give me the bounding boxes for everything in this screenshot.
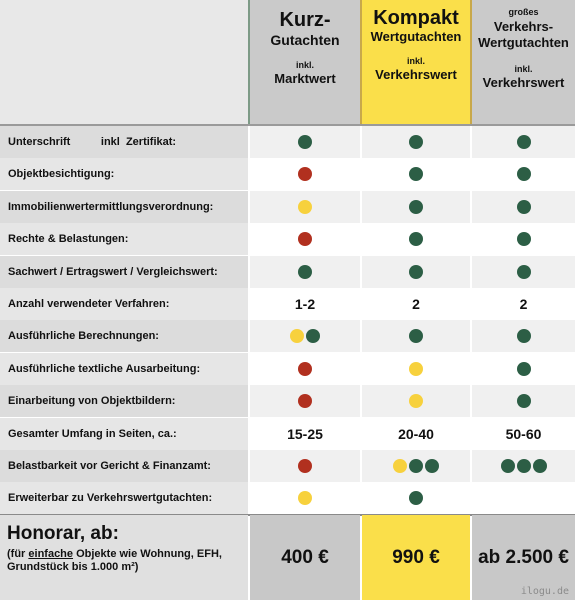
rating-cell [362,353,470,385]
rating-cell [472,353,575,385]
rating-cell [472,126,575,158]
row-label: Einarbeitung von Objektbildern: [0,385,248,417]
green-dot-icon [517,167,531,181]
row-label: Erweiterbar zu Verkehrswertgutachten: [0,482,248,514]
price-kurz: 400 € [250,515,360,600]
table-row [0,482,575,514]
rating-cell [472,450,575,482]
red-dot-icon [298,394,312,408]
row-label: Rechte & Belastungen: [0,223,248,255]
table-row [0,126,575,158]
table-row [0,450,575,482]
row-value: 2 [472,288,575,320]
green-dot-icon [409,167,423,181]
red-dot-icon [298,459,312,473]
header-col2-small: inkl. [406,56,425,66]
row-label: Anzahl verwendeter Verfahren: [0,288,248,320]
rating-cell [472,158,575,190]
header-kurz-gutachten [250,0,360,124]
table-row [0,418,575,450]
table-row [0,385,575,417]
row-value: 20-40 [362,418,470,450]
footer-note-underlined: einfache [28,548,74,560]
rating-cell [362,191,470,223]
rating-cell [362,385,470,417]
row-label: Unterschrift inkl Zertifikat: [0,126,248,158]
header-empty-cell [0,0,248,124]
footer-note-pre: (für [7,548,29,560]
green-dot-icon [409,459,423,473]
header-col2-title: Kompakt [373,7,459,29]
green-dot-icon [517,232,531,246]
green-dot-icon [533,459,547,473]
yellow-dot-icon [409,362,423,376]
watermark: ilogu.de [520,586,569,597]
header-divider [248,0,250,124]
header-col3-line2: Wertgutachten [478,35,569,50]
row-value: 50-60 [472,418,575,450]
green-dot-icon [298,265,312,279]
green-dot-icon [425,459,439,473]
rating-cell [362,158,470,190]
header-col1-value: Marktwert [274,71,336,86]
rating-cell [472,256,575,288]
table-row [0,256,575,288]
green-dot-icon [409,232,423,246]
red-dot-icon [298,232,312,246]
header-col1-subtitle: Gutachten [270,32,340,48]
row-label: Belastbarkeit vor Gericht & Finanzamt: [0,450,248,482]
rating-cell [472,320,575,352]
row-label: Ausführliche textliche Ausarbeitung: [0,353,248,385]
rating-cell [362,450,470,482]
rating-cell [250,320,360,352]
row-label: Sachwert / Ertragswert / Vergleichswert: [0,256,248,288]
header-col2-value: Verkehrswert [375,67,457,82]
header-kompakt-wertgutachten [362,0,470,124]
table-row [0,288,575,320]
green-dot-icon [409,200,423,214]
header-col3-value: Verkehrswert [482,75,565,90]
green-dot-icon [409,329,423,343]
rating-cell [472,482,575,514]
header-col3-line1: Verkehrs- [493,19,554,34]
row-label: Gesamter Umfang in Seiten, ca.: [0,418,248,450]
rating-cell [250,450,360,482]
green-dot-icon [409,135,423,149]
red-dot-icon [298,167,312,181]
header-col1-small: inkl. [295,60,314,70]
rating-cell [250,353,360,385]
yellow-dot-icon [409,394,423,408]
green-dot-icon [517,135,531,149]
rating-cell [250,256,360,288]
rating-cell [250,223,360,255]
rating-cell [250,482,360,514]
footer-title: Honorar, ab: [7,523,119,544]
row-label: Immobilienwertermittlungsverordnung: [0,191,248,223]
table-row [0,191,575,223]
row-value: 15-25 [250,418,360,450]
header-verkehrswertgutachten [472,0,575,124]
rating-cell [362,223,470,255]
green-dot-icon [517,265,531,279]
row-label: Ausführliche Berechnungen: [0,320,248,352]
table-row [0,223,575,255]
yellow-dot-icon [298,200,312,214]
red-dot-icon [298,362,312,376]
green-dot-icon [517,459,531,473]
green-dot-icon [517,394,531,408]
header-divider [360,0,362,124]
green-dot-icon [306,329,320,343]
green-dot-icon [409,265,423,279]
header-divider [470,0,472,124]
rating-cell [250,385,360,417]
table-row [0,320,575,352]
yellow-dot-icon [393,459,407,473]
price-kompakt: 990 € [362,515,470,600]
yellow-dot-icon [290,329,304,343]
green-dot-icon [409,491,423,505]
footer-note [7,548,247,574]
green-dot-icon [517,200,531,214]
green-dot-icon [501,459,515,473]
header-col3-small-top: großes [508,7,539,17]
rating-cell [472,223,575,255]
rating-cell [362,256,470,288]
rating-cell [362,320,470,352]
footer-note-post: Objekte wie Wohnung, EFH, Grundstück bis 1.000 m²) [7,548,222,573]
rating-cell [362,482,470,514]
row-value: 1-2 [250,288,360,320]
header-col2-subtitle: Wertgutachten [370,29,462,44]
rating-cell [472,385,575,417]
green-dot-icon [517,329,531,343]
price-verkehrswert: ab 2.500 € [472,515,575,600]
table-row [0,353,575,385]
header-col1-title: Kurz- [279,9,331,31]
rating-cell [250,158,360,190]
header-col3-small: inkl. [514,64,533,74]
row-label: Objektbesichtigung: [0,158,248,190]
green-dot-icon [298,135,312,149]
yellow-dot-icon [298,491,312,505]
table-row [0,158,575,190]
row-value: 2 [362,288,470,320]
rating-cell [250,126,360,158]
rating-cell [362,126,470,158]
rating-cell [472,191,575,223]
rating-cell [250,191,360,223]
green-dot-icon [517,362,531,376]
